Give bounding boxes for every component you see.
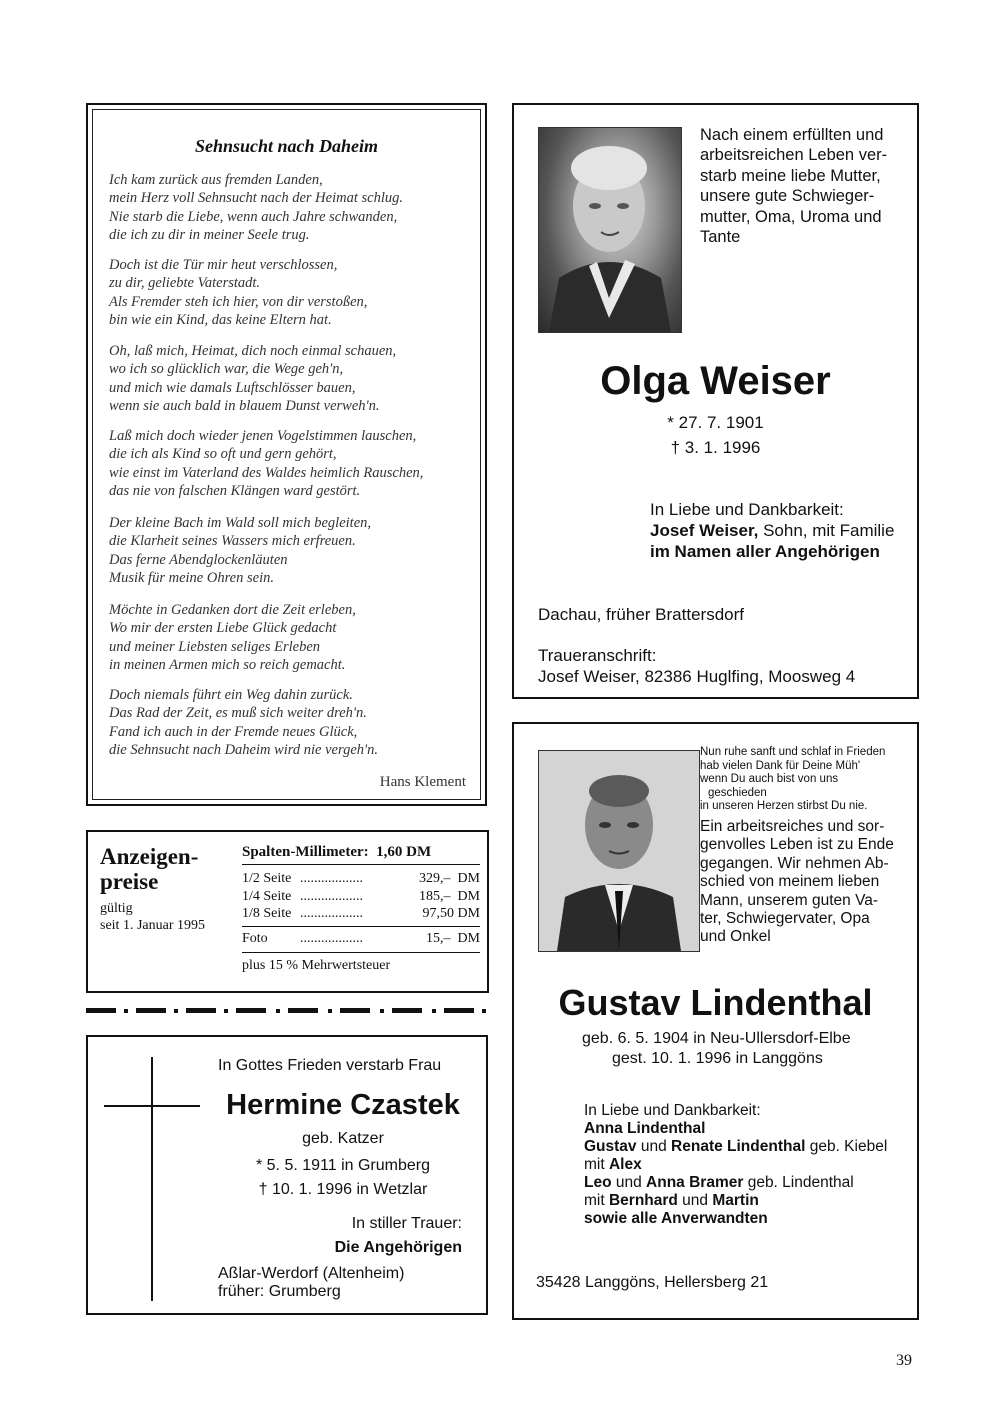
hermine-intro: In Gottes Frieden verstarb Frau [218,1057,442,1074]
deceased-name-hermine: Hermine Czastek [226,1089,460,1121]
birth-name: geb. Katzer [302,1130,384,1147]
place-line: früher: Grumberg [218,1283,341,1300]
text-line: Ein arbeitsreiches und sor- [700,818,885,835]
price-title-line: Anzeigen- [100,844,199,869]
mourner-name: Martin [712,1192,759,1209]
price-footer: plus 15 % Mehrwertsteuer [242,952,480,974]
price-row [242,888,480,906]
poem-line: Möchte in Gedanken dort die Zeit erleben, [109,602,356,618]
mourner-name: Anna Bramer [646,1174,744,1191]
mourner-line [584,1192,887,1210]
price-row-value: 329,– DM [418,871,480,886]
poem-line: Das ferne Abendglockenläuten [109,551,288,568]
gustav-intro-text [700,818,894,947]
ad-price-list [86,830,489,993]
price-row-label: 1/2 Seite [242,871,292,886]
text-line: Tante [700,228,741,247]
mourner-name: Alex [608,1156,642,1173]
mourner-text: und [636,1138,672,1155]
poem-stanza-2 [109,256,479,329]
poem-stanza-5 [109,514,479,587]
price-row-dots: .................. [300,931,363,946]
birth-date: geb. 6. 5. 1904 in Neu-Ullersdorf-Elbe [582,1030,851,1047]
verse-line: hab vielen Dank für Deine Müh' [700,759,861,772]
mourner-line [650,520,894,541]
mourner-text: geb. Kiebel [805,1138,888,1155]
poem-stanza-6 [109,601,479,674]
mourning-label: In stiller Trauer: [351,1215,462,1232]
poem-box [86,103,487,806]
hermine-place [218,1265,404,1301]
poem-stanza-3 [109,342,479,415]
poem-line: Der kleine Bach im Wald soll mich begleiten, [109,515,372,531]
obituary-gustav-lindenthal [512,722,919,1320]
price-row-foto [242,926,480,947]
price-row-value: 97,50 DM [422,906,480,921]
price-row-label: 1/8 Seite [242,906,292,921]
address-value: Josef Weiser, 82386 Huglfing, Moosweg 4 [538,667,856,686]
price-title [100,844,198,894]
mourner-line: Anna Lindenthal [584,1120,706,1137]
text-line: genvolles Leben ist zu Ende [700,836,894,854]
death-date: † 10. 1. 1996 in Wetzlar [258,1181,428,1198]
birth-date: * 5. 5. 1911 in Grumberg [255,1157,431,1174]
text-line: arbeitsreichen Leben ver- [700,146,888,165]
poem-line: wenn sie auch bald in blauem Dunst verweh'n. [109,397,380,414]
poem-line: in meinen Armen mich so reich gemacht. [109,656,346,673]
price-rows [242,870,480,923]
olga-mourners [650,499,894,562]
poem-line: zu dir, geliebte Vaterstadt. [109,275,261,292]
price-header: Spalten-Millimeter: 1,60 DM [242,844,480,865]
death-date: † 3. 1. 1996 [670,438,761,457]
poem-line: die ich als Kind so oft und gern gehört, [109,446,337,463]
poem-line: Laß mich doch wieder jenen Vogelstimmen lauschen, [109,428,417,444]
price-validity [100,900,205,934]
poem-line: Doch ist die Tür mir heut verschlossen, [109,257,338,273]
poem-line: wo ich so glücklich war, die Wege geh'n, [109,361,344,378]
gustav-mourners [584,1102,887,1228]
poem-stanza-7 [109,686,479,759]
mourner-text: mit [584,1156,609,1173]
thanks-label: In Liebe und Dankbarkeit: [650,500,844,519]
poem-line: Das Rad der Zeit, es muß sich weiter dreh'n. [109,705,367,722]
poem-line: bin wie ein Kind, das keine Eltern hat. [109,311,332,328]
poem-line: die Klarheit seines Wassers mich erfreuen. [109,533,356,550]
text-line: starb meine liebe Mutter, [700,166,881,185]
poem-line: Wo mir der ersten Liebe Glück gedacht [109,620,337,637]
text-line: schied von meinem lieben [700,873,880,891]
poem-line: Oh, laß mich, Heimat, dich noch einmal schauen, [109,343,397,359]
olga-address [538,645,855,687]
birth-date: * 27. 7. 1901 [667,413,764,432]
price-row-label: Foto [242,931,268,946]
price-row-dots: .................. [300,871,363,886]
verse-line: Nun ruhe sanft und schlaf in Frieden [700,746,886,758]
text-line: gegangen. Wir nehmen Ab- [700,854,889,872]
poem-line: Nie starb die Liebe, wenn auch Jahre schwanden, [109,208,398,225]
text-line: Mann, unserem guten Va- [700,891,879,909]
mourner-line [584,1138,887,1156]
poem-line: die ich zu dir in meiner Seele trug. [109,226,310,243]
mourner-name: Leo [584,1174,612,1191]
mourner-text: und [611,1174,647,1191]
address: 35428 Langgöns, Hellersberg 21 [536,1274,769,1291]
poem-line: Fand ich auch in der Fremde neues Glück, [109,723,358,740]
mourner-name: Renate Lindenthal [671,1138,806,1155]
place-line: Aßlar-Werdorf (Altenheim) [218,1265,405,1282]
price-row-value: 185,– DM [418,888,480,904]
verse-line: wenn Du auch bist von uns [700,773,839,786]
death-date: gest. 10. 1. 1996 in Langgöns [612,1050,823,1067]
mourner-name: Bernhard [608,1192,678,1209]
thanks-label: In Liebe und Dankbarkeit: [584,1102,761,1119]
gustav-verse [700,746,885,814]
mourner-name: Josef Weiser, [650,521,759,540]
mourner-name: Gustav [584,1138,637,1155]
verse-line: in unseren Herzen stirbst Du nie. [700,800,868,813]
poem-line: mein Herz voll Sehnsucht nach der Heimat schlug. [109,190,403,207]
mourner-line [584,1156,887,1174]
validity-line: seit 1. Januar 1995 [100,918,205,933]
deceased-name-olga: Olga Weiser [600,359,831,403]
price-title-line: preise [100,869,159,894]
poem-line: Als Fremder steh ich hier, von dir verstoßen, [109,293,368,310]
price-row-dots: .................. [300,906,363,921]
mourner-line: im Namen aller Angehörigen [650,542,880,561]
portrait-photo-gustav [538,750,700,952]
poem-inner-frame [92,109,481,800]
text-line: mutter, Oma, Uroma und [700,207,882,226]
price-row [242,905,480,923]
poem-line: Doch niemals führt ein Weg dahin zurück. [109,687,353,703]
text-line: und Onkel [700,928,771,946]
deceased-name-gustav: Gustav Lindenthal [558,982,873,1023]
page-number: 39 [896,1352,912,1369]
price-row-label: 1/4 Seite [242,888,292,904]
poem-line: und mich wie damals Luftschlösser bauen, [109,379,356,396]
mourner-text: geb. Lindenthal [743,1174,854,1191]
poem-author: Hans Klement [379,774,466,790]
validity-line: gültig [100,901,133,916]
mourner-text: mit [584,1192,609,1209]
text-line: ter, Schwiegervater, Opa [700,910,870,928]
dash-dot-separator [86,1008,490,1014]
poem-line: Musik für meine Ohren sein. [109,569,274,586]
place: Dachau, früher Brattersdorf [538,605,744,624]
poem-stanza-1 [109,171,479,244]
mourner-line: sowie alle Anverwandten [584,1210,768,1227]
portrait-photo-olga [538,127,682,333]
obituary-olga-weiser [512,103,919,699]
mourner-relation: Sohn, mit Familie [758,521,895,540]
poem-stanza-4 [109,427,479,500]
mourners: Die Angehörigen [334,1239,462,1256]
mourner-line [584,1174,887,1192]
poem-line: das nie von falschen Klängen ward gestört. [109,482,361,499]
price-row-dots: .................. [300,888,363,904]
text-line: Nach einem erfüllten und [700,126,884,144]
cross-icon [104,1057,200,1301]
verse-line: geschieden [708,786,767,799]
poem-line: wie einst im Vaterland des Waldes heimlich Rauschen, [109,464,424,481]
poem-line: Ich kam zurück aus fremden Landen, [109,172,323,188]
poem-line: die Sehnsucht nach Daheim wird nie vergeh'n. [109,741,379,758]
mourner-text: und [677,1192,713,1209]
text-line: unsere gute Schwieger- [700,187,875,206]
price-row [242,870,480,888]
obituary-hermine-czastek [86,1035,488,1315]
price-row-value: 15,– DM [425,931,480,946]
poem-title: Sehnsucht nach Daheim [194,136,379,156]
poem-line: und meiner Liebsten seliges Erleben [109,638,321,655]
olga-intro-text [700,125,887,247]
address-label: Traueranschrift: [538,646,657,665]
